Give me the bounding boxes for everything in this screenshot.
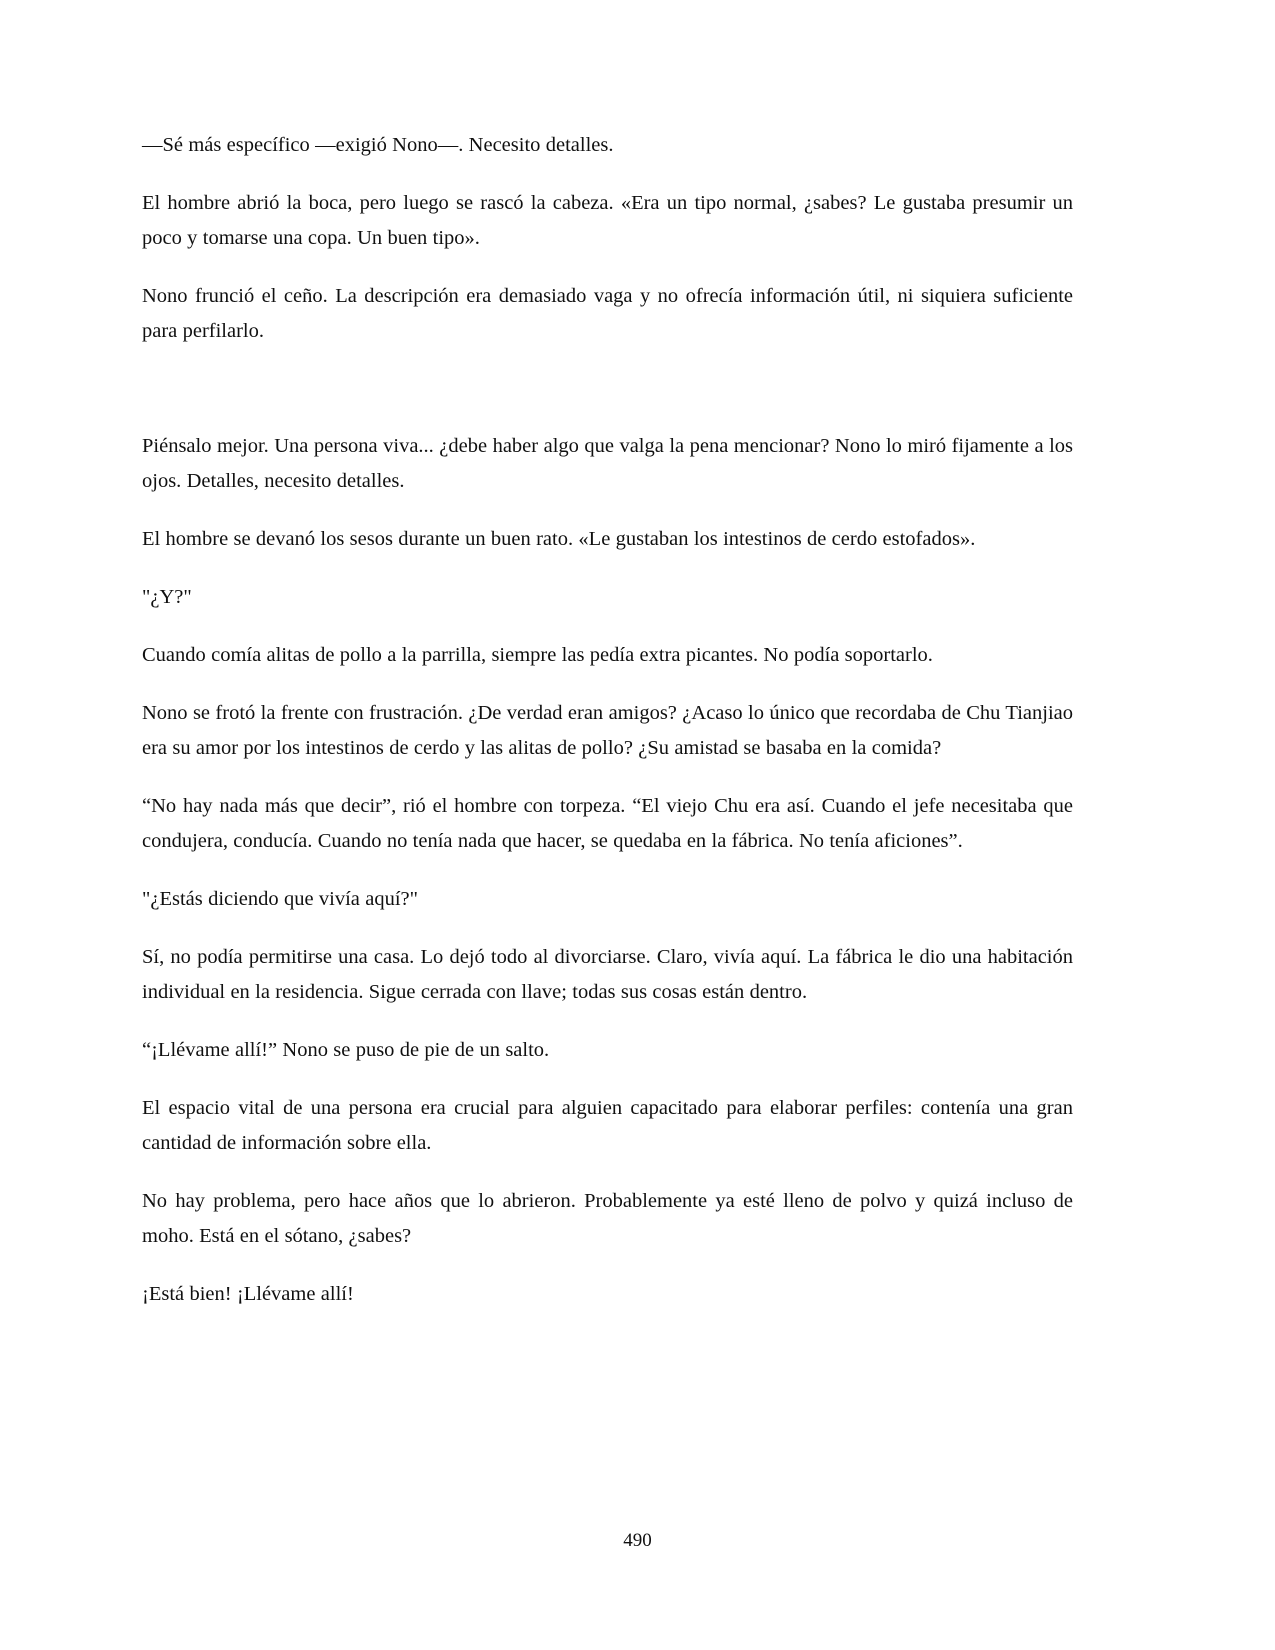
- paragraph-1: —Sé más específico —exigió Nono—. Necesito detalles.: [142, 134, 614, 156]
- paragraph-2: El hombre abrió la boca, pero luego se rascó la cabeza. «Era un tipo normal, ¿sabes? Le gustaba presumir un poco y tomarse una copa. Un buen tipo».: [142, 192, 1073, 249]
- paragraph-7: Cuando comía alitas de pollo a la parrilla, siempre las pedía extra picantes. No podía soportarlo.: [142, 644, 933, 666]
- paragraph-15: ¡Está bien! ¡Llévame allí!: [142, 1283, 354, 1305]
- page-number: 490: [623, 1530, 652, 1551]
- paragraph-4: Piénsalo mejor. Una persona viva... ¿debe haber algo que valga la pena mencionar? Nono lo miró fijamente a los ojos. Detalles, necesito detalles.: [142, 435, 1073, 492]
- page-text-body: [142, 128, 1073, 1335]
- paragraph-9: “No hay nada más que decir”, rió el hombre con torpeza. “El viejo Chu era así. Cuando el jefe necesitaba que condujera, conducía. Cuando no tenía nada que hacer, se quedaba en la fábrica. No tenía aficiones”.: [142, 795, 1073, 852]
- paragraph-6: "¿Y?": [142, 586, 192, 608]
- paragraph-12: “¡Llévame allí!” Nono se puso de pie de un salto.: [142, 1039, 550, 1061]
- paragraph-11: Sí, no podía permitirse una casa. Lo dejó todo al divorciarse. Claro, vivía aquí. La fábrica le dio una habitación individual en la residencia. Sigue cerrada con llave; todas sus cosas están dentro.: [142, 946, 1073, 1003]
- paragraph-10: "¿Estás diciendo que vivía aquí?": [142, 888, 418, 910]
- paragraph-5: El hombre se devanó los sesos durante un buen rato. «Le gustaban los intestinos de cerdo estofados».: [142, 528, 976, 550]
- paragraph-13: El espacio vital de una persona era crucial para alguien capacitado para elaborar perfiles: contenía una gran cantidad de información sobre ella.: [142, 1097, 1073, 1154]
- paragraph-14: No hay problema, pero hace años que lo abrieron. Probablemente ya esté lleno de polvo y quizá incluso de moho. Está en el sótano, ¿sabes?: [142, 1190, 1073, 1247]
- paragraph-8: Nono se frotó la frente con frustración. ¿De verdad eran amigos? ¿Acaso lo único que recordaba de Chu Tianjiao era su amor por los intestinos de cerdo y las alitas de pollo? ¿Su amistad se basaba en la comida?: [142, 702, 1073, 759]
- paragraph-3: Nono frunció el ceño. La descripción era demasiado vaga y no ofrecía información útil, ni siquiera suficiente para perfilarlo.: [142, 285, 1073, 342]
